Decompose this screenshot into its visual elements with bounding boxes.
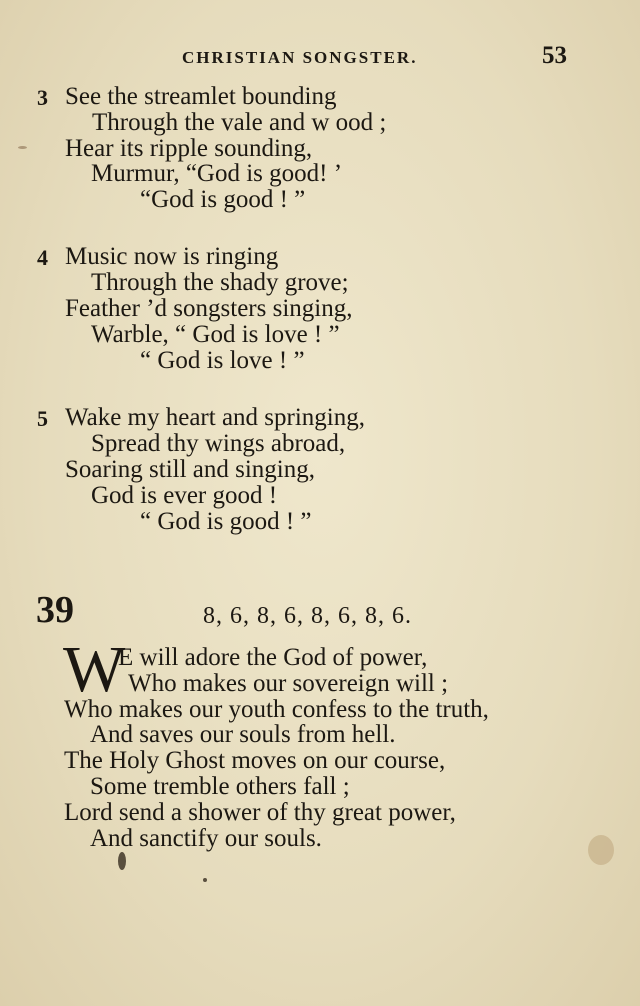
paper-stain [588,835,614,865]
hymn-meter: 8, 6, 8, 6, 8, 6, 8, 6. [203,603,412,629]
verse-line: Hear its ripple sounding, [65,135,313,162]
page-header [0,42,640,74]
hymn-number: 39 [36,589,74,631]
verse-line: Wake my heart and springing, [65,404,365,431]
verse-line: And saves our souls from hell. [90,721,396,748]
verse-line: Music now is ringing [65,243,279,270]
verse-line: Who makes our youth confess to the truth, [64,696,489,723]
verse-line: And sanctify our souls. [90,825,322,852]
ink-mark [18,146,27,149]
stanza-number: 3 [37,85,48,110]
verse-line: Who makes our sovereign will ; [128,670,449,697]
page-number: 53 [542,42,567,69]
verse-line: Warble, “ God is love ! ” [91,321,340,348]
ink-spot [118,852,126,870]
verse-line: God is ever good ! [91,482,278,509]
verse-line: Some tremble others fall ; [90,773,350,800]
verse-line: E will adore the God of power, [118,644,428,671]
verse-line: “ God is good ! ” [140,508,312,535]
stanza-number: 4 [37,245,48,270]
ink-dot [203,878,207,882]
verse-line: Murmur, “God is good! ’ [91,160,343,187]
drop-cap: W [63,633,126,706]
verse-line: Through the vale and w ood ; [92,109,387,136]
verse-line: “God is good ! ” [140,186,306,213]
verse-line: “ God is love ! ” [140,347,305,374]
verse-line: Soaring still and singing, [65,456,315,483]
verse-line: Through the shady grove; [91,269,349,296]
verse-line: Feather ’d songsters singing, [65,295,353,322]
stanza-number: 5 [37,406,48,431]
running-title: CHRISTIAN SONGSTER. [182,48,418,67]
verse-line: Lord send a shower of thy great power, [64,799,456,826]
verse-line: The Holy Ghost moves on our course, [64,747,446,774]
verse-line: See the streamlet bounding [65,83,337,110]
verse-line: Spread thy wings abroad, [91,430,346,457]
